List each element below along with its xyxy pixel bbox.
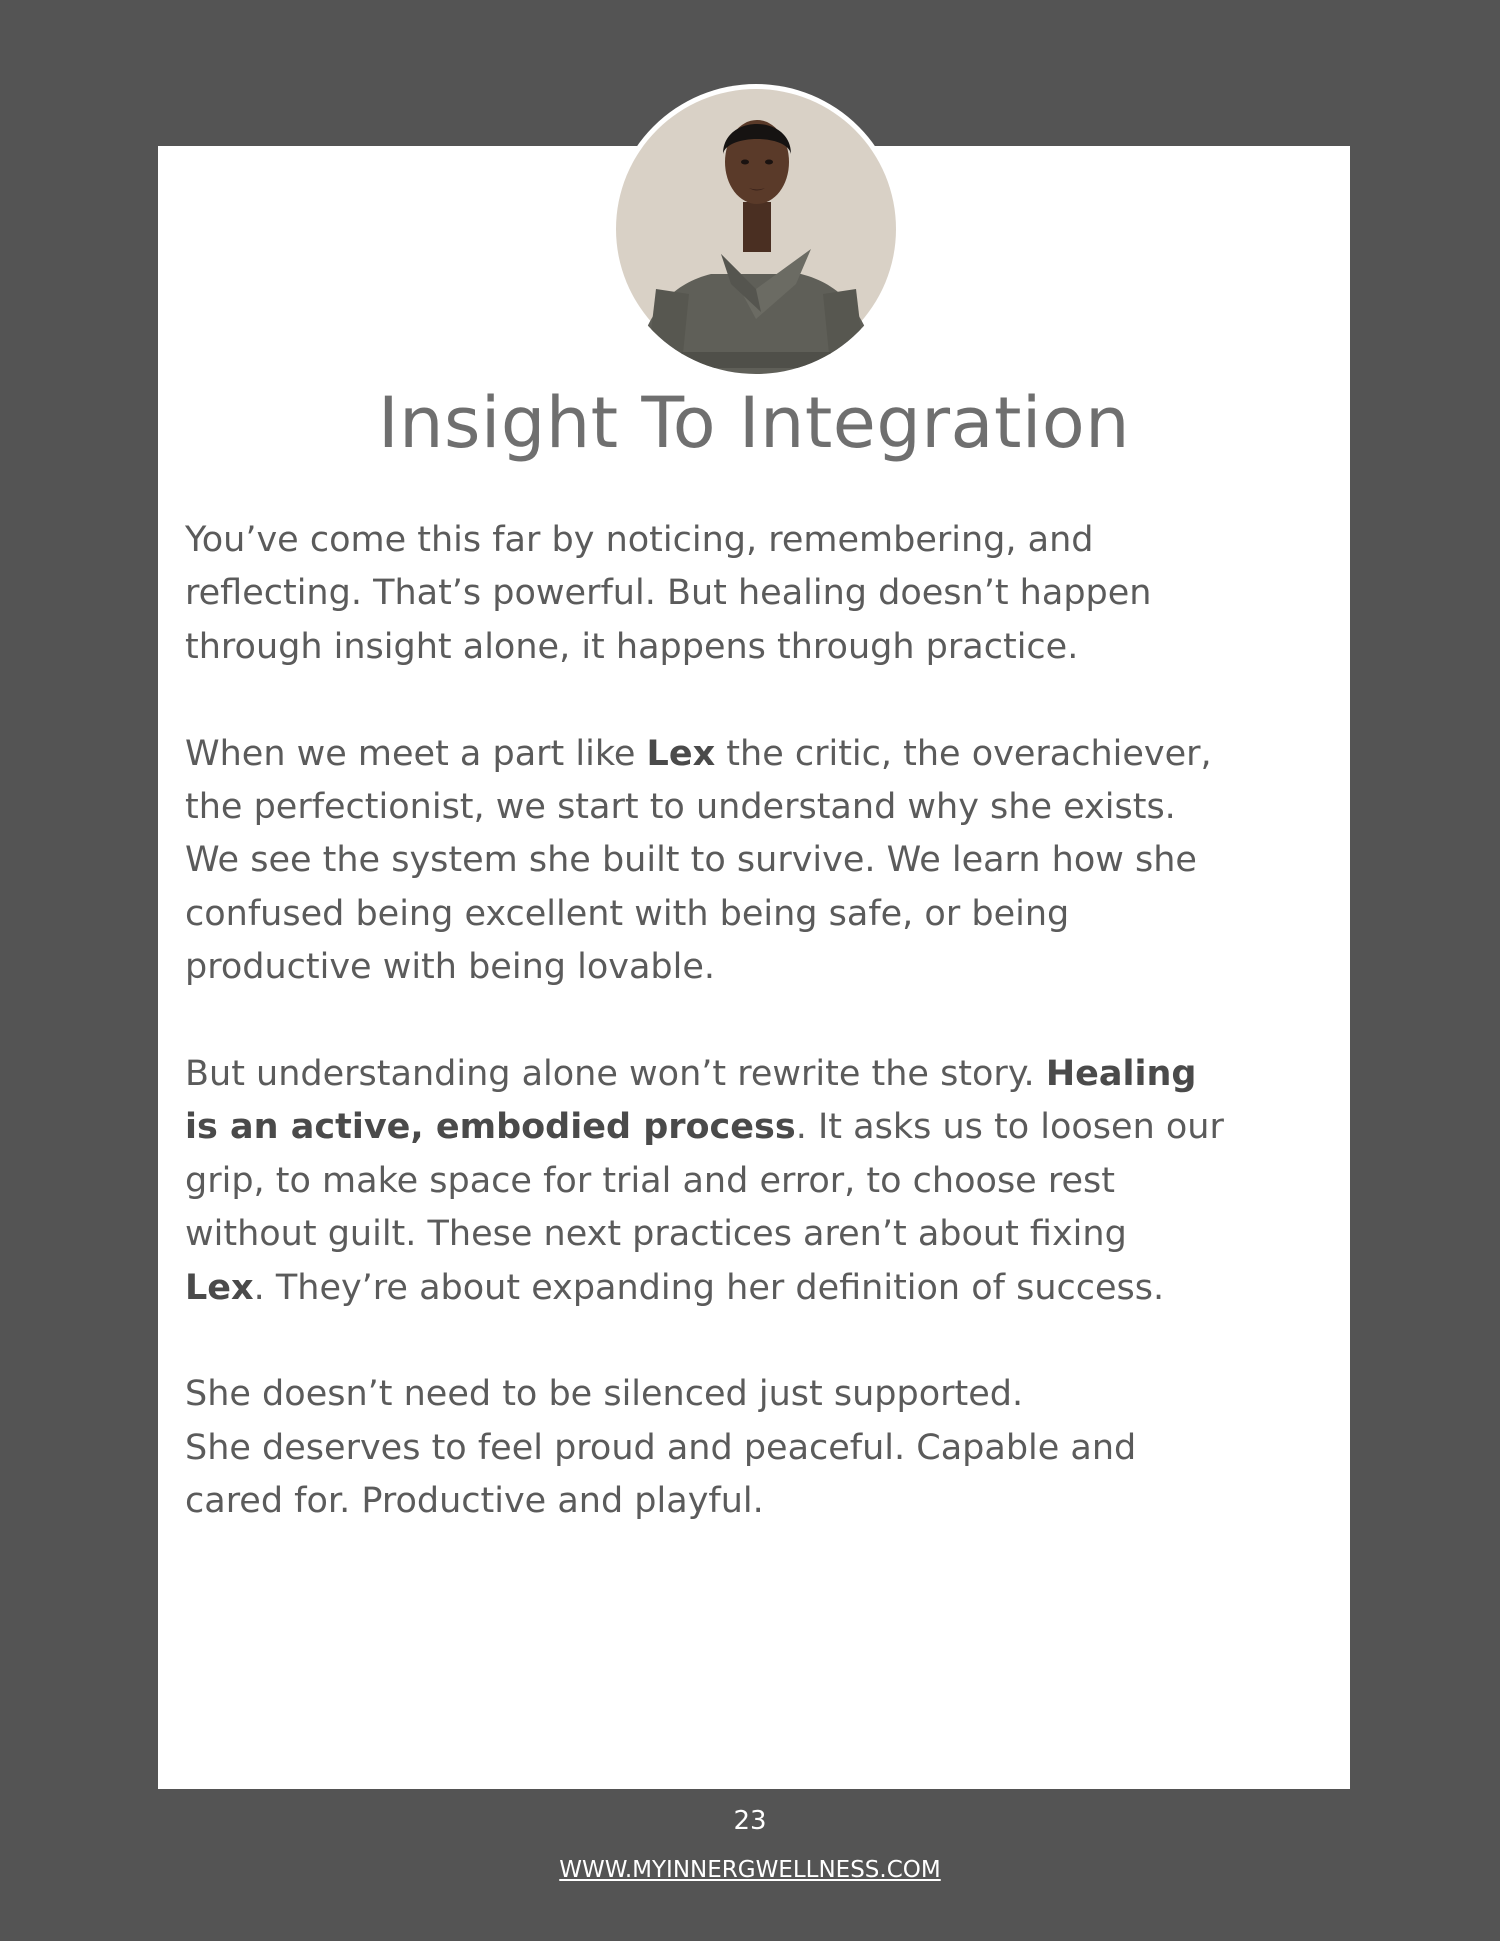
text-run: through insight alone, it happens through practice. (185, 626, 1079, 667)
paragraph (185, 728, 1325, 995)
text-run: the critic, the overachiever, (715, 733, 1212, 774)
text-run: But understanding alone won’t rewrite the story. (185, 1054, 1046, 1095)
text-run: . It asks us to loosen our (795, 1107, 1224, 1148)
bold-text: Healing (1045, 1054, 1197, 1095)
text-run: We see the system she built to survive. We learn how she (185, 840, 1197, 881)
text-run: You’ve come this far by noticing, remembering, and (185, 520, 1094, 560)
text-run: She doesn’t need to be silenced just supported. (185, 1374, 1024, 1415)
text-line (185, 1262, 1325, 1315)
text-line (185, 1368, 1325, 1421)
text-line (185, 1101, 1325, 1154)
text-run: confused being excellent with being safe, or being (185, 893, 1070, 934)
text-line (185, 781, 1325, 834)
text-line (185, 728, 1325, 781)
text-run: cared for. Productive and playful. (185, 1481, 764, 1522)
portrait-photo (611, 84, 901, 374)
paragraph (185, 1048, 1325, 1315)
text-run: productive with being lovable. (185, 947, 715, 988)
paragraph (185, 514, 1325, 674)
text-run: grip, to make space for trial and error, to choose rest (185, 1160, 1115, 1201)
text-line (185, 1155, 1325, 1208)
text-line (185, 941, 1325, 994)
text-line (185, 1208, 1325, 1261)
text-line (185, 834, 1325, 887)
text-run: When we meet a part like (185, 733, 647, 774)
text-run: reflecting. That’s powerful. But healing doesn’t happen (185, 573, 1152, 614)
paragraph (185, 1368, 1325, 1528)
text-run: She deserves to feel proud and peaceful. Capable and (185, 1427, 1137, 1468)
page-number: 23 (733, 1806, 767, 1836)
text-line (185, 567, 1325, 620)
text-line (185, 514, 1325, 567)
text-run: . They’re about expanding her definition of success. (253, 1267, 1165, 1308)
text-line (185, 1422, 1325, 1475)
body-text (185, 514, 1325, 1529)
text-line (185, 1048, 1325, 1101)
text-line (185, 888, 1325, 941)
text-run: the perfectionist, we start to understand why she exists. (185, 787, 1176, 828)
text-line (185, 621, 1325, 674)
text-run: without guilt. These next practices aren’t about fixing (185, 1214, 1127, 1255)
text-line (185, 1475, 1325, 1528)
bold-text: Lex (185, 1267, 254, 1308)
bold-text: Lex (646, 733, 716, 774)
bold-text: is an active, embodied process (185, 1107, 796, 1148)
footer-url-link[interactable]: WWW.MYINNERGWELLNESS.COM (559, 1857, 941, 1883)
page-title: Insight To Integration (377, 382, 1131, 464)
